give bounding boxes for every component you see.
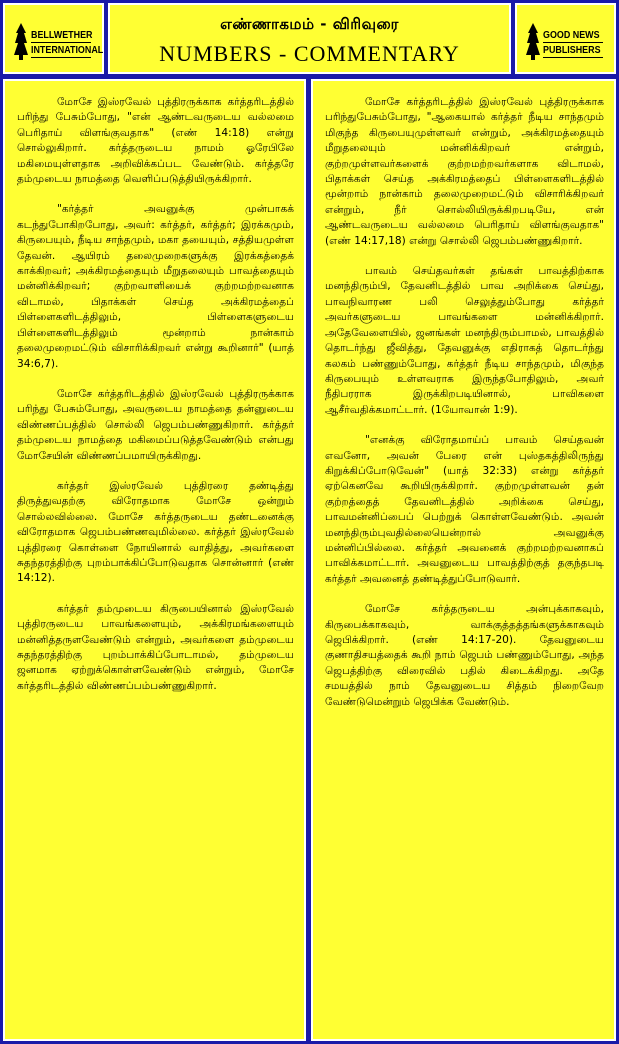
logo-right-line2: PUBLISHERS bbox=[543, 44, 601, 56]
bellwether-logo bbox=[11, 19, 104, 63]
good-news-logo-icon bbox=[525, 21, 541, 61]
bellwether-logo-icon bbox=[13, 21, 29, 61]
title-english: NUMBERS - COMMENTARY bbox=[159, 41, 460, 66]
logo-right-underline bbox=[543, 42, 603, 43]
logo-right-box bbox=[515, 3, 616, 74]
paragraph: கர்த்தர் தம்முடைய கிருபையினால் இஸ்ரவேல் புத்திரருடைய பாவங்களையும், அக்கிரமங்களையும் மன்னித்தருளவேண்டும் என்றும், அவர்களை தம்முடைய சுதந்தரத்திற்கு புறம்பாக்கிப்போடாமல், தம்முடைய ஜனமாக ஏற்றுக்கொள்ளவேண்டும் என்றும், மோசே கர்த்தரிடத்தில் விண்ணப்பம்பண்ணுகிறார். bbox=[17, 602, 294, 692]
paragraph: மோசே கர்த்தருடைய அன்புக்காகவும், கிருபைக்காகவும், வாக்குத்தத்தங்களுக்காகவும் ஜெபிக்கிறார். (எண் 14:17-20). தேவனுடைய குணாதிசயத்தைக் கூறி நாம் ஜெபம் பண்ணும்போது, அந்த ஜெபத்திற்கு விரைவில் பதில் கிடைக்கிறது. அதே சமயத்தில் நாம் தேவனுடைய சித்தம் நிறைவேற வேண்டுமென்றும் ஜெபிக்க வேண்டும். bbox=[325, 603, 604, 708]
right-column bbox=[311, 79, 616, 1041]
left-column bbox=[3, 79, 306, 1041]
paragraph: பாவம் செய்தவர்கள் தங்கள் பாவத்திற்காக மனந்திரும்பி, தேவனிடத்தில் பாவ அறிக்கை செய்து, பாவநிவாரண பலி செலுத்தும்போது கர்த்தர் அவர்களுடைய பாவங்களை மன்னிக்கிறார். அதேவேளையில், ஜனங்கள் மனந்திரும்பாமல், பாவத்தில் தொடர்ந்து ஜீவித்து, தேவனுக்கு எதிராகத் தொடர்ந்து கலகம் பண்ணும்போது, கர்த்தர் நீடிய சாந்தமும், மிகுந்த கிருபையும் உள்ளவராக இருந்தபோதிலும், அவர் நீதிபரராக இருக்கிறபடியினால், பாவிகளை ஆசீர்வதிக்கமாட்டார். (1யோவான் 1:9). bbox=[325, 265, 604, 416]
right-column-text bbox=[325, 95, 604, 725]
left-column-text bbox=[17, 95, 294, 709]
logo-left-underline2 bbox=[31, 57, 91, 58]
logo-left-box bbox=[3, 3, 104, 74]
paragraph: மோசே கர்த்தரிடத்தில் இஸ்ரவேல் புத்திரருக்காக பரிந்துபேசும்போது, "ஆகையால் கர்த்தர் நீடிய சாந்தமும் மிகுந்த கிருபையுமுள்ளவர் என்றும், அக்கிரமத்தையும் மீறுதலையும் மன்னிக்கிறவர் என்றும், குற்றமுள்ளவர்களைக் குற்றமற்றவர்களாக விடாமல், பிதாக்கள் செய்த அக்கிரமத்தைப் பிள்ளைகளிடத்தில் மூன்றாம் நான்காம் தலைமுறைமட்டும் விசாரிக்கிறவர் என்றும், நீர் சொல்லியிருக்கிறபடியே, என் ஆண்டவருடைய வல்லமை பெரிதாய் விளங்குவதாக" (எண் 14:17,18) என்று சொல்லி ஜெபம்பண்ணுகிறார். bbox=[325, 96, 604, 247]
title-tamil: எண்ணாகமம் - விரிவுரை bbox=[220, 15, 399, 33]
paragraph: "கர்த்தர் அவனுக்கு முன்பாகக் கடந்துபோகிறபோது, அவர்: கர்த்தர், கர்த்தர்; இரக்கமும், கிருபையும், நீடிய சாந்தமும், மகா தயையும், சத்தியமுள்ள தேவன். ஆயிரம் தலைமுறைகளுக்கு இரக்கத்தைக் காக்கிறவர்; அக்கிரமத்தையும் மீறுதலையும் பாவத்தையும் மன்னிக்கிறவர்; குற்றவாளியைக் குற்றமற்றவனாக விடாமல், பிதாக்கள் செய்த அக்கிரமத்தைப் பிள்ளைகளிடத்திலும், பிள்ளைகளுடைய பிள்ளைகளிடத்திலும் மூன்றாம் நான்காம் தலைமுறைமட்டும் விசாரிக்கிறவர் என்று கூறினார்" (யாத் 34:6,7). bbox=[17, 203, 294, 370]
logo-left-underline bbox=[31, 42, 91, 43]
good-news-logo bbox=[523, 19, 612, 63]
paragraph: மோசே இஸ்ரவேல் புத்திரருக்காக கர்த்தரிடத்தில் பரிந்து பேசும்போது, "என் ஆண்டவருடைய வல்லமை பெரிதாய் விளங்குவதாக" (எண் 14:18) என்று சொல்லுகிறார். கர்த்தருடைய நாமம் ஓரேபிலே மகிமையுள்ளதாக அறிவிக்கப்பட வேண்டும். கர்த்தரே தம்முடைய நாமத்தை வெளிப்படுத்தியிருக்கிறார். bbox=[17, 96, 294, 186]
title-box bbox=[108, 3, 511, 74]
logo-left-line2: INTERNATIONAL bbox=[31, 44, 104, 56]
paragraph: "எனக்கு விரோதமாய்ப் பாவம் செய்தவன் எவனோ, அவன் பேரை என் புஸ்தகத்திலிருந்து கிறுக்கிப்போடுவேன்" (யாத் 32:33) என்று கர்த்தர் ஏற்கெனவே கூறியிருக்கிறார். குற்றமுள்ளவன் தன் குற்றத்தைத் தேவனிடத்தில் அறிக்கை செய்து, பாவமன்னிப்பைப் பெற்றுக் கொள்ளவேண்டும். அவன் மனந்திரும்புவதில்லையென்றால் அவனுக்கு மன்னிப்பில்லை. கர்த்தர் அவனைக் குற்றமற்றவனாகப் பாவிக்கமாட்டார். அவனுடைய பாவத்திற்குத் தகுந்தபடி கர்த்தர் அவனைத் தண்டித்துப்போடுவார். bbox=[325, 434, 604, 585]
paragraph: மோசே கர்த்தரிடத்தில் இஸ்ரவேல் புத்திரருக்காக பரிந்து பேசும்போது, அவருடைய நாமத்தை தன்னுடைய விண்ணப்பத்தில் சொல்லி ஜெபம்பண்ணுகிறார். கர்த்தர் தம்முடைய நாமத்தை மகிமைப்படுத்தவேண்டும் என்பது மோசேயின் விண்ணப்பமாயிருக்கிறது. bbox=[17, 387, 294, 462]
logo-left-line1: BELLWETHER bbox=[31, 29, 93, 41]
logo-right-line1: GOOD NEWS bbox=[543, 29, 600, 41]
paragraph: கர்த்தர் இஸ்ரவேல் புத்திரரை தண்டித்து திருத்துவதற்கு விரோதமாக மோசே ஒன்றும் சொல்லவில்லை. மோசே கர்த்தருடைய தண்டனைக்கு விரோதமாக ஜெபம்பண்ணவுமில்லை. கர்த்தர் இஸ்ரவேல் புத்திரரை கொள்ளை நோயினால் வாதித்து, அவர்களை சுதந்தரத்திற்கு புறம்பாக்கிப்போடுவதாக சொன்னார் (எண் 14:12). bbox=[17, 479, 294, 585]
logo-right-underline2 bbox=[543, 57, 603, 58]
